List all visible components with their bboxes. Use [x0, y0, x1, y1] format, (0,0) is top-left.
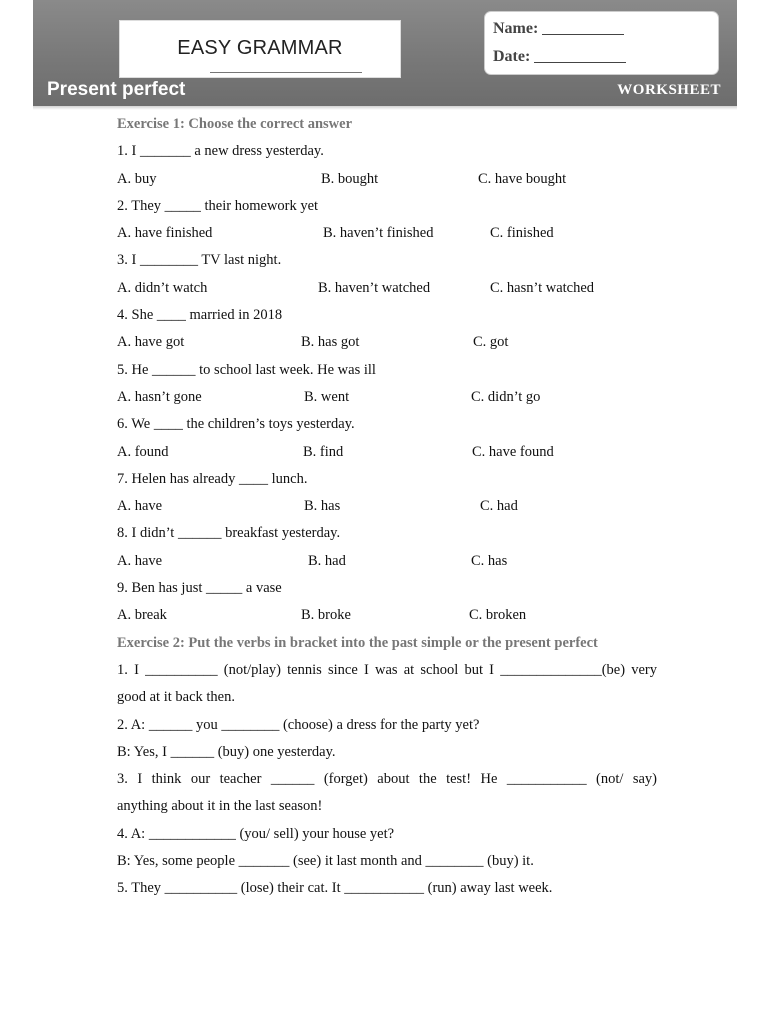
option-a[interactable]: A. didn’t watch	[117, 279, 208, 296]
question-text: 6. We ____ the children’s toys yesterday.	[117, 416, 355, 433]
option-a[interactable]: A. have	[117, 552, 163, 569]
date-field-line[interactable]	[534, 62, 626, 63]
option-c[interactable]: C. finished	[490, 225, 554, 242]
option-c[interactable]: C. have found	[472, 443, 554, 460]
question-text: 7. Helen has already ____ lunch.	[117, 470, 308, 487]
worksheet-content	[117, 111, 657, 903]
question-text: 5. He ______ to school last week. He was ill	[117, 361, 376, 378]
name-label: Name:	[493, 20, 539, 37]
option-a[interactable]: A. have got	[117, 334, 185, 351]
name-field-line[interactable]	[542, 34, 624, 35]
name-row	[493, 20, 624, 38]
question-text: 4. She ____ married in 2018	[117, 307, 283, 324]
answer-options	[117, 548, 657, 575]
answer-options	[117, 329, 657, 356]
option-c[interactable]: C. got	[473, 334, 509, 351]
exercise2-line: good at it back then.	[117, 689, 235, 706]
exercise2-line: 2. A: ______ you ________ (choose) a dress for the party yet?	[117, 716, 480, 733]
exercise2-line: anything about it in the last season!	[117, 798, 323, 815]
option-a[interactable]: A. found	[117, 443, 169, 460]
topic-title: Present perfect	[47, 79, 186, 100]
question-text: 2. They _____ their homework yet	[117, 197, 319, 214]
option-b[interactable]: B. had	[308, 552, 346, 569]
answer-options	[117, 166, 657, 193]
option-c[interactable]: C. have bought	[478, 170, 567, 187]
option-c[interactable]: C. didn’t go	[471, 388, 541, 405]
answer-options	[117, 275, 657, 302]
question-text: 9. Ben has just _____ a vase	[117, 580, 282, 597]
option-c[interactable]: C. hasn’t watched	[490, 279, 595, 296]
worksheet-label: WORKSHEET	[617, 82, 721, 98]
option-b[interactable]: B. broke	[301, 607, 351, 624]
exercise2-line: 4. A: ____________ (you/ sell) your house yet?	[117, 825, 395, 842]
option-a[interactable]: A. have	[117, 498, 163, 515]
option-a[interactable]: A. break	[117, 607, 167, 624]
question-text: 3. I ________ TV last night.	[117, 252, 282, 269]
date-label: Date:	[493, 48, 531, 65]
answer-options	[117, 384, 657, 411]
option-b[interactable]: B. haven’t watched	[318, 279, 431, 296]
question-text: 8. I didn’t ______ breakfast yesterday.	[117, 525, 341, 542]
answer-options	[117, 493, 657, 520]
option-c[interactable]: C. broken	[469, 607, 527, 624]
option-a[interactable]: A. buy	[117, 170, 157, 187]
option-b[interactable]: B. has	[304, 498, 341, 515]
exercise2-line: 3. I think our teacher ______ (forget) about the test! He ___________ (not/ say)	[117, 771, 657, 788]
title-underline	[210, 72, 362, 73]
worksheet-title: EASY GRAMMAR	[177, 37, 343, 59]
option-b[interactable]: B. went	[304, 388, 350, 405]
answer-options	[117, 220, 657, 247]
title-box	[119, 20, 401, 78]
option-a[interactable]: A. hasn’t gone	[117, 388, 202, 405]
date-row	[493, 48, 626, 66]
exercise1-questions	[117, 138, 657, 629]
exercise2-line: B: Yes, I ______ (buy) one yesterday.	[117, 743, 336, 760]
exercise2-line: B: Yes, some people _______ (see) it last month and ________ (buy) it.	[117, 853, 534, 870]
exercise2-lines	[117, 657, 657, 903]
answer-options	[117, 439, 657, 466]
option-b[interactable]: B. bought	[321, 170, 379, 187]
option-b[interactable]: B. has got	[301, 334, 360, 351]
question-text: 1. I _______ a new dress yesterday.	[117, 143, 324, 160]
name-date-box	[484, 11, 719, 75]
option-c[interactable]: C. had	[480, 498, 518, 515]
option-b[interactable]: B. find	[303, 443, 344, 460]
option-b[interactable]: B. haven’t finished	[323, 225, 434, 242]
exercise2-heading: Exercise 2: Put the verbs in bracket into the past simple or the present perfect	[117, 634, 598, 651]
exercise2-line: 1. I __________ (not/play) tennis since I was at school but I ______________(be) very	[117, 661, 657, 678]
exercise1-heading: Exercise 1: Choose the correct answer	[117, 116, 353, 132]
option-c[interactable]: C. has	[471, 552, 508, 569]
option-a[interactable]: A. have finished	[117, 225, 213, 242]
answer-options	[117, 602, 657, 629]
exercise2-line: 5. They __________ (lose) their cat. It ___________ (run) away last week.	[117, 880, 553, 897]
